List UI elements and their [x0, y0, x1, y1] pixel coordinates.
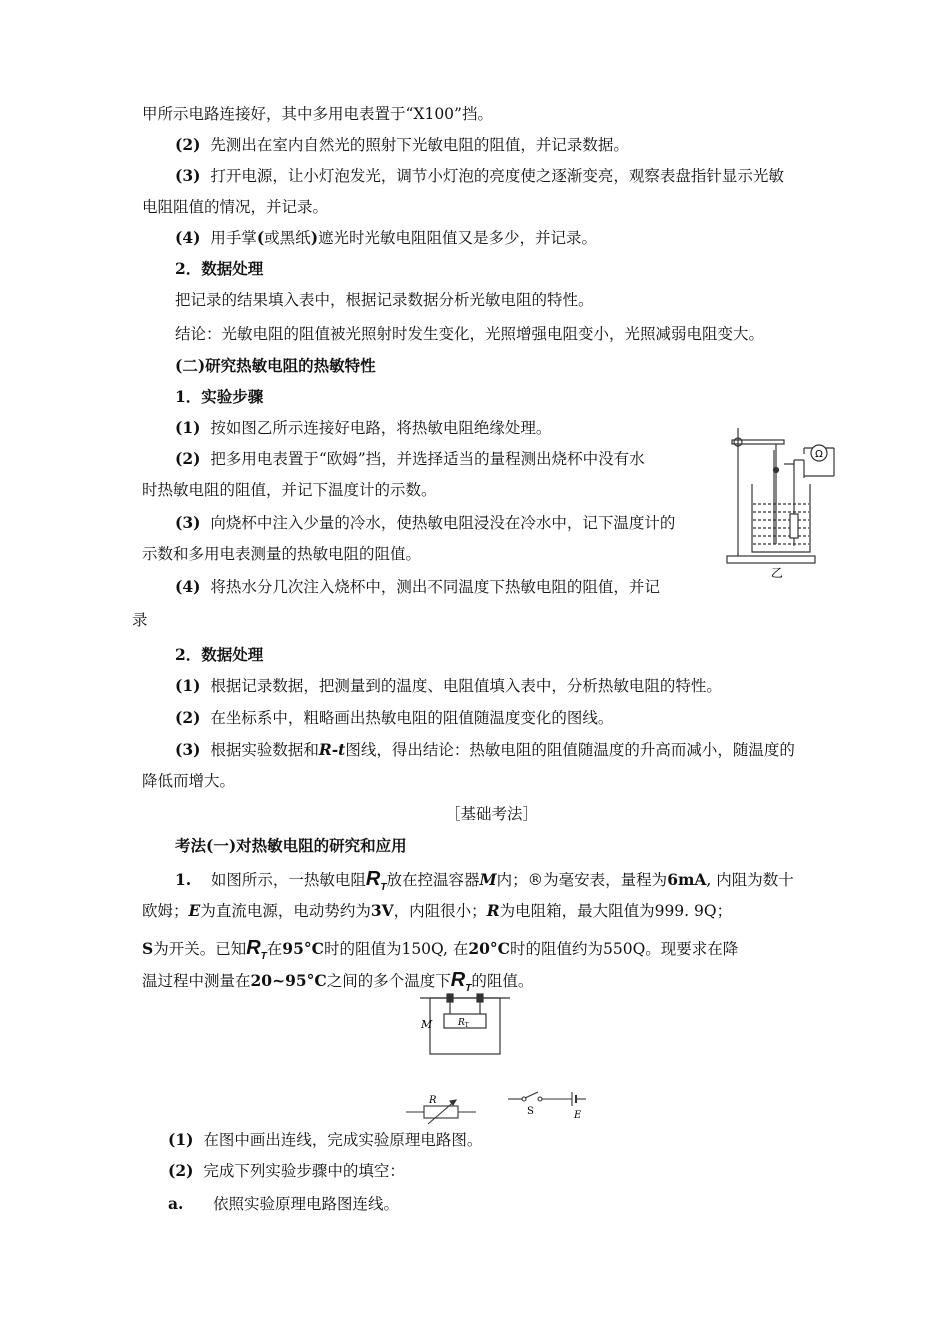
line-1: 甲所示电路连接好，其中多用电表置于“X100”挡。 — [142, 105, 493, 123]
step-text-e: 遮光时光敏电阻阻值又是多少，并记录。 — [318, 229, 598, 247]
q-text: ，内阻很小； — [393, 902, 487, 920]
value-6mA: 6mA — [667, 870, 707, 889]
figure-container-M — [410, 992, 510, 1062]
subheading-data-1: 2．数据处理 — [175, 259, 264, 278]
q-text: 温过程中测量在 — [142, 972, 251, 990]
q-text: 放在控温容器 — [386, 871, 480, 889]
line-2 — [175, 135, 629, 155]
step-text: 先测出在室内自然光的照射下光敏电阻的阻值，并记录数据。 — [210, 136, 629, 154]
step-text: 在坐标系中，粗略画出热敏电阻的阻值随温度变化的图线。 — [210, 709, 614, 727]
step-text: 完成下列实验步骤中的填空： — [203, 1162, 405, 1180]
var-R: R — [486, 901, 500, 920]
step-text: 向烧杯中注入少量的冷水，使热敏电阻浸没在冷水中，记下温度计的 — [210, 514, 676, 532]
q-text: 如图所示，一热敏电阻 — [210, 871, 366, 889]
paren: ) — [310, 228, 319, 247]
data-3 — [175, 740, 795, 760]
var-R: R — [450, 969, 466, 991]
line-4: 电阻阻值的情况，并记录。 — [142, 198, 329, 216]
var-S: S — [142, 939, 154, 958]
figure-components — [404, 1090, 594, 1130]
label-S: S — [527, 1106, 534, 1117]
thermistor — [790, 514, 798, 538]
question-line-3 — [142, 938, 738, 967]
step-text: 打开电源，让小灯泡发光，调节小灯泡的亮度使之逐渐变亮，观察表盘指针显示光敏 — [210, 167, 784, 185]
q-text: 为开关。已知 — [153, 940, 247, 958]
q-text: 之间的多个温度下 — [326, 972, 451, 990]
step-text: 依照实验原理电路图连线。 — [213, 1195, 400, 1213]
step-num: (2) — [175, 449, 201, 468]
q-text: 时的阻值为150Q, 在 — [323, 940, 469, 958]
q-text: 内；®为毫安表，量程为 — [496, 871, 668, 889]
line-6: 把记录的结果填入表中，根据记录数据分析光敏电阻的特性。 — [175, 291, 594, 309]
resistance-box — [424, 1106, 458, 1118]
step-text-a: 根据实验数据和 — [210, 741, 319, 759]
figure-caption: 乙 — [770, 566, 784, 580]
step-num: (1) — [168, 1130, 194, 1149]
q-text: 欧姆； — [142, 902, 189, 920]
section-heading-thermistor: (二)研究热敏电阻的热敏特性 — [175, 356, 376, 375]
label-M: M — [421, 1018, 433, 1031]
stand-base — [727, 556, 815, 563]
answer-3 — [168, 1194, 399, 1214]
step-num: (2) — [175, 708, 201, 727]
section-title: ［基础考法］ — [445, 805, 539, 823]
value-range: 20~95°C — [250, 971, 327, 990]
label-E: E — [574, 1110, 582, 1121]
sub-T: T — [260, 951, 267, 962]
beaker — [752, 484, 810, 552]
label-R: R — [429, 1095, 437, 1106]
step-text: 把多用电表置于“欧姆”挡，并选择适当的量程测出烧杯中没有水 — [210, 450, 645, 468]
method-6 — [175, 577, 660, 597]
data-1 — [175, 676, 722, 696]
step-text-e: 图线，得出结论：热敏电阻的阻值随温度的升高而减小，随温度的 — [345, 741, 795, 759]
step-num: (3) — [175, 166, 201, 185]
var-M: M — [479, 870, 497, 889]
ohm-symbol: Ω — [815, 449, 823, 460]
line-5 — [175, 228, 597, 248]
line-3 — [175, 166, 784, 186]
method-3: 时热敏电阻的阻值，并记下温度计的示数。 — [142, 481, 437, 499]
method-7: 录 — [132, 611, 148, 629]
q-text: , 内阻为数十 — [706, 871, 794, 889]
var-E: E — [188, 901, 201, 920]
paren: ( — [256, 228, 265, 247]
method-1 — [175, 418, 551, 438]
step-num: a. — [168, 1194, 184, 1213]
step-num: (2) — [168, 1161, 194, 1180]
step-text: 将热水分几次注入烧杯中，测出不同温度下热敏电阻的阻值，并记 — [210, 578, 660, 596]
step-num: (1) — [175, 418, 201, 437]
label-T: T — [464, 1022, 469, 1029]
var-R: R — [365, 868, 381, 890]
step-num: (4) — [175, 228, 201, 247]
question-num: 1. — [175, 870, 192, 889]
method-2 — [175, 449, 645, 469]
data-2 — [175, 708, 613, 728]
answer-2 — [168, 1161, 405, 1181]
data-4: 降低而增大。 — [142, 772, 236, 790]
var-RT — [246, 937, 267, 962]
sub-T: T — [465, 983, 472, 994]
step-text: 按如图乙所示连接好电路，将热敏电阻绝缘处理。 — [210, 419, 552, 437]
step-num: (4) — [175, 577, 201, 596]
q-text: 为电阻箱，最大阻值为999. 9Q； — [499, 902, 733, 920]
step-text-c: 或黑纸 — [264, 229, 311, 247]
label-RT — [457, 1018, 469, 1029]
answer-1 — [168, 1130, 482, 1150]
step-num: (3) — [175, 513, 201, 532]
q-text: 的阻值。 — [471, 972, 534, 990]
var-R: R — [318, 740, 332, 759]
step-text: 在图中画出连线，完成实验原理电路图。 — [203, 1131, 483, 1149]
line-7: 结论：光敏电阻的阻值被光照射时发生变化，光照增强电阻变小，光照减弱电阻变大。 — [175, 325, 765, 343]
dash: - — [331, 740, 339, 759]
sub-T: T — [380, 882, 387, 893]
value-3V: 3V — [370, 901, 394, 920]
step-text: 根据记录数据，把测量到的温度、电阻值填入表中，分析热敏电阻的特性。 — [210, 677, 722, 695]
method-4 — [175, 513, 675, 533]
step-num: (3) — [175, 740, 201, 759]
method-5: 示数和多用电表测量的热敏电阻的阻值。 — [142, 545, 422, 563]
var-RT — [450, 969, 472, 994]
step-num: (1) — [175, 676, 201, 695]
step-text-a: 用手掌 — [210, 229, 257, 247]
value-95C: 95°C — [282, 939, 324, 958]
method-heading: 考法(一)对热敏电阻的研究和应用 — [175, 836, 407, 855]
question-line-2 — [142, 901, 732, 921]
switch-S — [525, 1092, 538, 1098]
var-RT — [365, 868, 387, 893]
clamp-arm — [732, 440, 784, 444]
q-text: 在 — [266, 940, 283, 958]
label-R: R — [458, 1018, 465, 1028]
var-R: R — [246, 937, 261, 959]
value-20C: 20°C — [468, 939, 510, 958]
q-text: 为直流电源，电动势约为 — [200, 902, 371, 920]
var-t: t — [338, 740, 346, 759]
question-line-1 — [175, 869, 794, 898]
figure-yi — [722, 420, 842, 580]
subheading-data-2: 2．数据处理 — [175, 645, 264, 664]
step-num: (2) — [175, 135, 201, 154]
q-text: 时的阻值约为550Q。现要求在降 — [509, 940, 739, 958]
subheading-steps: 1．实验步骤 — [175, 387, 264, 406]
